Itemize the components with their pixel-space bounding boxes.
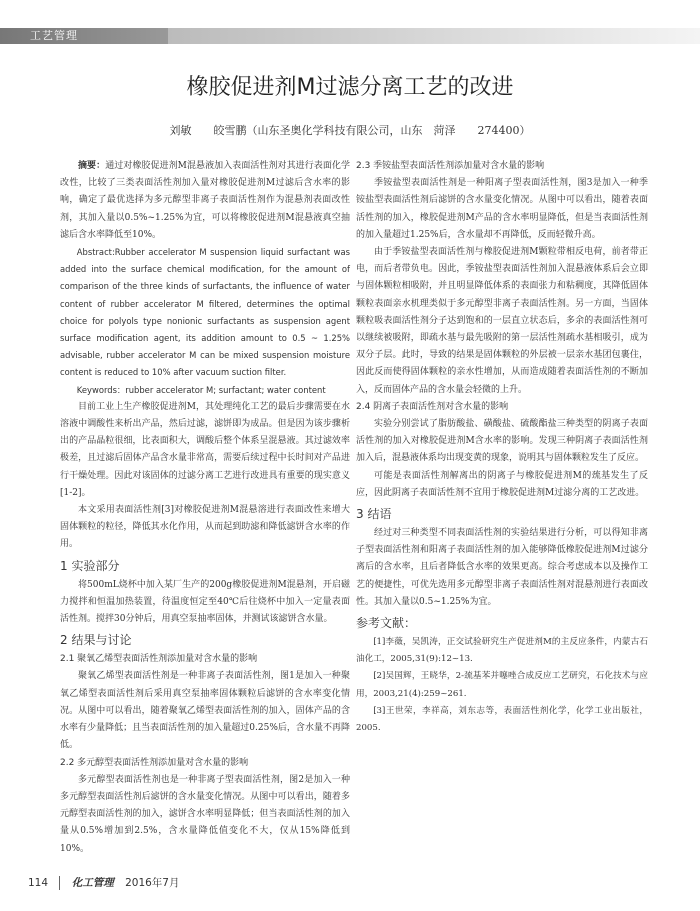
abstract-en: Abstract:Rubber accelerator M suspension liquid surfactant was added into the surface chemical modification, for the amount of comparison of the three kinds of surfactants, the influence of water content of rubber accelerator M filtered, determines the optimal choice for polyols type nonionic surfactants as suspension agent surface modification agent, its addition amount to 0.5 ~ 1.25% advisable, rubber accelerator M can be mixed suspension moisture content is reduced to 10% after vacuum suction filter. [60, 247, 350, 378]
section-label: 工艺管理 [30, 29, 78, 42]
section-2-1-heading: 2.1 聚氧乙烯型表面活性剂添加量对含水量的影响 [60, 654, 258, 665]
reference-item: [2]吴国辉，王晓华，2-巯基苯并噻唑合成反应工艺研究，石化技术与应用，2003,21(4):259~261. [356, 671, 648, 699]
section-2-2-heading: 2.2 多元醇型表面活性剂添加量对含水量的影响 [60, 757, 249, 768]
section-1-text: 将500mL烧杯中加入某厂生产的200g橡胶促进剂M混悬剂，开启磁力搅拌和恒温加热装置，待温度恒定至40℃后往烧杯中加入一定量表面活性剂。搅拌30分钟后，用真空泵抽率固体，并测试该滤饼含水量。 [60, 579, 350, 625]
issue-date: 2016年7月 [125, 877, 180, 889]
abstract-label: 摘要： [78, 161, 106, 171]
keywords: Keywords：rubber accelerator M; surfactant; water content [76, 384, 326, 395]
section-2-3-text-2: 由于季铵盐型表面活性剂与橡胶促进剂M颗粒带相反电荷，前者带正电，而后者带负电。因此，季铵盐型表面活性剂加入混悬液体系后会立即与固体颗粒相吸附，并且明显降低体系的表面张力和粘稠度，其降低固体颗粒表面亲水机理类似于多元醇型非离子表面活性剂。另一方面，当固体颗粒吸表面活性剂分子达到饱和的一层直立状态后，多余的表面活性剂可以继续被吸附，即疏水基与最先吸附的第一层活性剂疏水基相吸引，成为双分子层。此时，导致的结果是固体颗粒的外层被一层亲水基团包裹住，因此反而使得固体颗粒的亲水性增加，从而造成随着表面活性剂的不断加入，反而固体产品的含水量会轻微的上升。 [356, 247, 648, 395]
section-2-3-text-1: 季铵盐型表面活性剂是一种阳离子型表面活性剂，图3是加入一种季铵盐型表面活性剂后滤饼的含水量变化情况。从图中可以看出，随着表面活性剂的加入，橡胶促进剂M产品的含水率明显降低，但是当表面活性剂的加入量超过1.25%后，含水量却不再降低，反而轻微升高。 [356, 178, 648, 240]
section-2-1-text: 聚氧乙烯型表面活性剂是一种非离子表面活性剂，图1是加入一种聚氧乙烯型表面活性剂后采用真空泵抽率固体颗粒后滤饼的含水率变化情况。从图中可以看出，随着聚氧乙烯型表面活性剂的加入，固体产品的含水率有少量降低；且当表面活性剂的加入量超过0.25%后，含水量不再降低。 [60, 671, 350, 751]
section-2-2-text: 多元醇型表面活性剂也是一种非离子型表面活性剂，图2是加入一种多元醇型表面活性剂后滤饼的含水量变化情况。从图中可以看出，随着多元醇型表面活性剂的加入，滤饼含水率明显降低；但当表面活性剂的加入量从0.5%增加到2.5%，含水量降低值变化不大，仅从15%降低到10%。 [60, 774, 350, 854]
page-footer [28, 875, 179, 895]
section-banner [0, 0, 700, 44]
right-column [356, 158, 648, 737]
banner-gradient [168, 28, 700, 44]
section-2-heading: 2 结果与讨论 [60, 633, 132, 648]
banner-dark-band [0, 28, 168, 44]
left-column [60, 158, 350, 858]
section-3-text: 经过对三种类型不同表面活性剂的实验结果进行分析，可以得知非离子型表面活性剂和阳离子表面活性剂的加入能够降低橡胶促进剂M过滤分离后的含水率，且后者降低含水率的效果更高。综合考虑成本以及操作工艺的便捷性，可优先选用多元醇型非离子表面活性剂对混悬剂进行表面改性。其加入量以0.5~1.25%为宜。 [356, 528, 648, 607]
journal-name: 化工管理 [71, 877, 114, 889]
reference-item: [1]李薇，吴凯涛，正交试验研究生产促进剂M的主反应条件，内蒙古石油化工，2005,31(9):12~13. [356, 637, 648, 665]
references-heading: 参考文献： [356, 616, 417, 631]
section-2-4-text-2: 可能是表面活性剂解离出的阴离子与橡胶促进剂M的巯基发生了反应，因此阴离子表面活性剂不宜用于橡胶促进剂M过滤分离的工艺改进。 [356, 470, 648, 498]
reference-item: [3]王世荣，李祥高，刘东志等，表面活性剂化学，化学工业出版社，2005. [356, 705, 648, 734]
intro-paragraph-1: 目前工业上生产橡胶促进剂M，其处理纯化工艺的最后步骤需要在水溶液中调酸性来析出产品，然后过滤，滤饼即为成品。但是因为该步骤析出的产品晶粒很细，比表面积大，调酸后整个体系呈混悬液。其过滤效率极差，且过滤后固体产品含水量非常高，需要后续过程中长时间对产品进行干燥处理。因此对该固体的过滤分离工艺进行改进具有重要的现实意义[1-2]。 [60, 401, 350, 498]
article-title: 橡胶促进剂M过滤分离工艺的改进 [186, 75, 514, 100]
abstract-zh [60, 158, 350, 244]
abstract-text: 通过对橡胶促进剂M混悬液加入表面活性剂对其进行表面化学改性，比较了三类表面活性剂加入量对橡胶促进剂M过滤后含水率的影响，确定了最优选择为多元醇型非离子表面活性剂作为混悬剂表面改性剂，其加入量以0.5%~1.25%为宜，可以将橡胶促进剂M混悬液真空抽滤后含水率降低至10%。 [60, 161, 350, 240]
section-3-heading: 3 结语 [356, 507, 392, 522]
intro-paragraph-2: 本文采用表面活性剂[3]对橡胶促进剂M混悬溶进行表面改性来增大固体颗粒的粒径，降低其水化作用，从而起到助滤和降低滤饼含水率的作用。 [60, 505, 350, 550]
footer-divider [59, 876, 60, 890]
section-1-heading: 1 实验部分 [60, 558, 120, 573]
section-2-4-text-1: 实验分别尝试了脂肪酸盐、磺酸盐、硫酸酯盐三种类型的阴离子表面活性剂的加入对橡胶促进剂M含水率的影响。发现三种阴离子表面活性剂加入后，混悬液体系均出现变黄的现象，说明其与固体颗粒发生了反应。 [356, 419, 648, 464]
authors-line: 刘敏 皎雪鹏（山东圣奥化学科技有限公司，山东 菏泽 274400） [169, 124, 531, 137]
section-2-4-heading: 2.4 阴离子表面活性剂对含水量的影响 [356, 401, 509, 412]
section-2-3-heading: 2.3 季铵盐型表面活性剂添加量对含水量的影响 [356, 161, 545, 171]
page-number: 114 [28, 876, 49, 889]
